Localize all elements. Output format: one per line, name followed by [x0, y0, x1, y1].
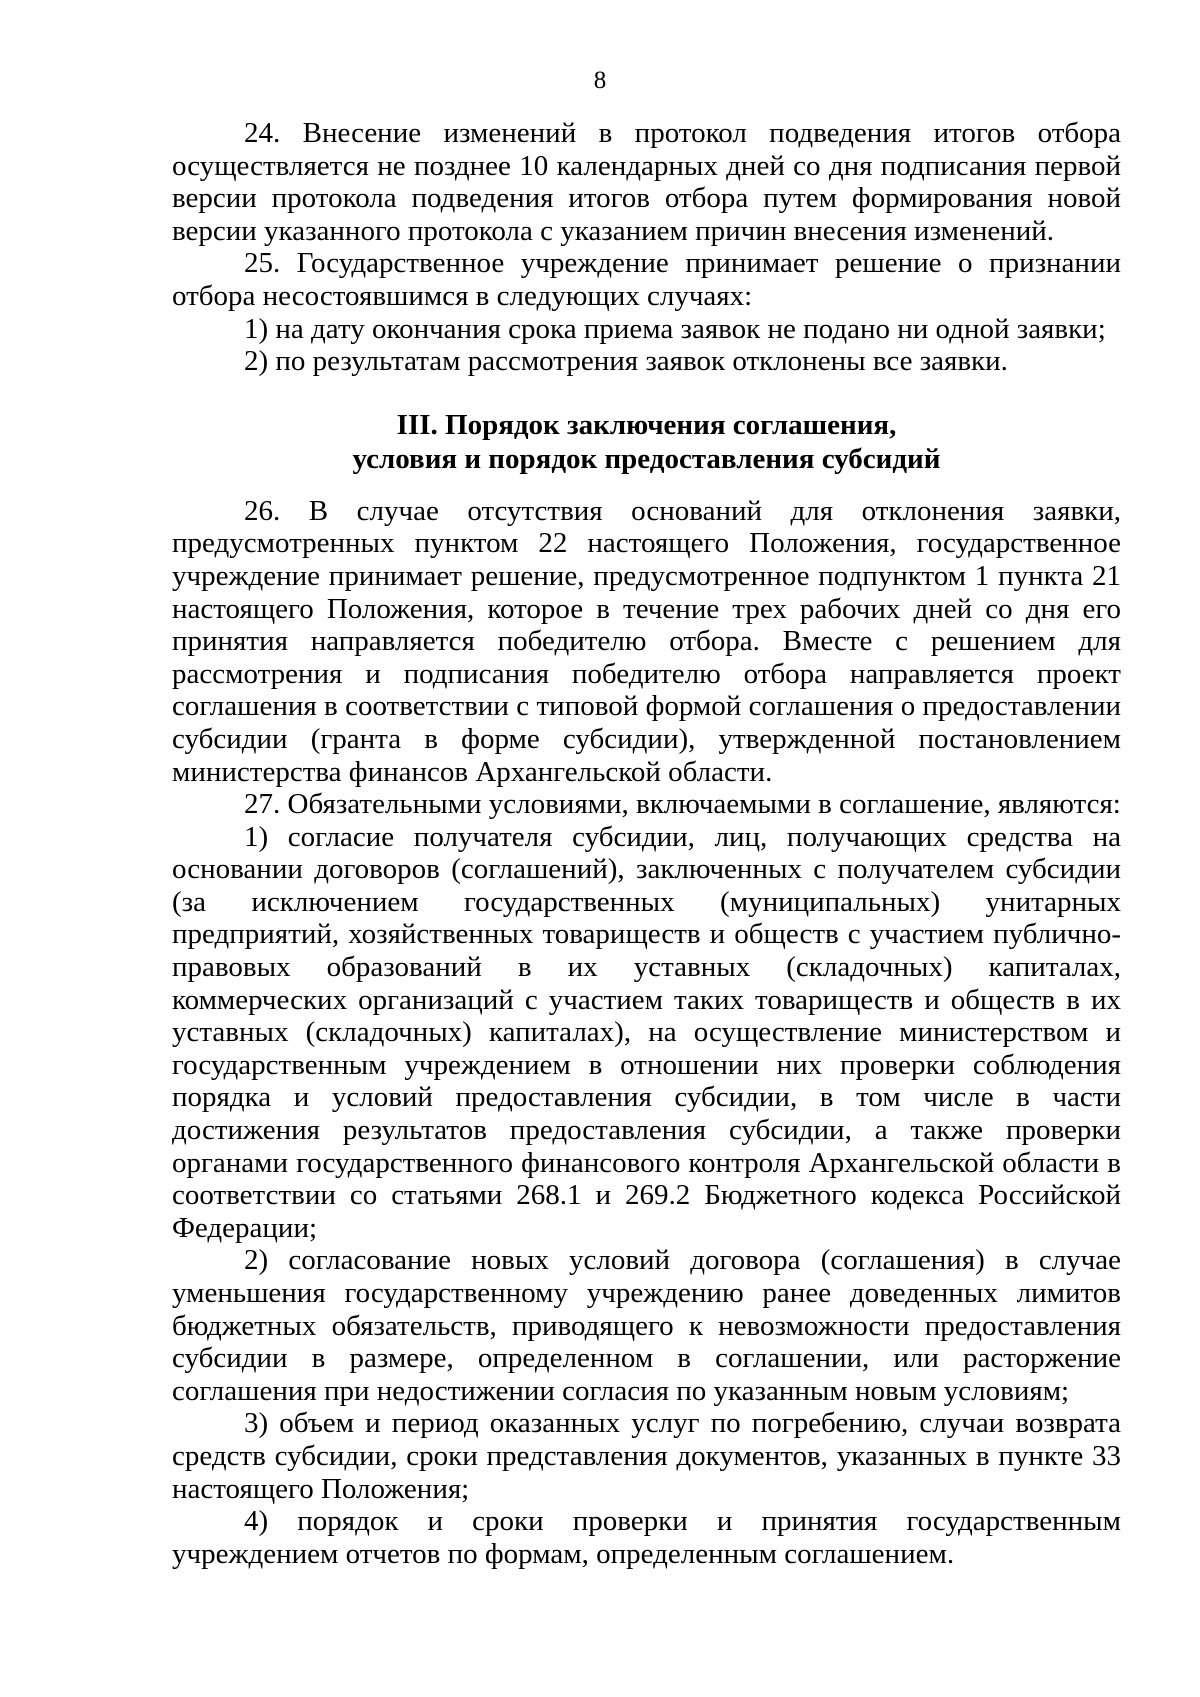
- paragraph-27-item-3: 3) объем и период оказанных услуг по погребению, случаи возврата средств субсидии, сроки представления документов, указанных в пункте 33 настоящего Положения;: [172, 1407, 1121, 1505]
- section-heading-line-2: условия и порядок предоставления субсидий: [352, 442, 941, 475]
- document-body: [172, 117, 1121, 1570]
- paragraph-27-item-4: 4) порядок и сроки проверки и принятия государственным учреждением отчетов по формам, определенным соглашением.: [172, 1505, 1121, 1570]
- section-heading: [172, 408, 1121, 476]
- paragraph-26: 26. В случае отсутствия оснований для отклонения заявки, предусмотренных пунктом 22 настоящего Положения, государственное учреждение принимает решение, предусмотренное подпунктом 1 пункта 21 настоящего Положения, которое в течение трех рабочих дней со дня его принятия направляется победителю отбора. Вместе с решением для рассмотрения и подписания победителю отбора направляется проект соглашения в соответствии с типовой формой соглашения о предоставлении субсидии (гранта в форме субсидии), утвержденной постановлением министерства финансов Архангельской области.: [172, 494, 1121, 788]
- page-number: 8: [593, 67, 607, 94]
- paragraph-25: 25. Государственное учреждение принимает решение о признании отбора несостоявшимся в следующих случаях:: [172, 247, 1121, 312]
- paragraph-27-item-1: 1) согласие получателя субсидии, лиц, получающих средства на основании договоров (соглашений), заключенных с получателем субсидии (за исключением государственных (муниципальных) унитарных предприятий, хозяйственных товариществ и обществ с участием публично-правовых образований в их уставных (складочных) капиталах, коммерческих организаций с участием таких товариществ и обществ в их уставных (складочных) капиталах), на осуществление министерством и государственным учреждением в отношении них проверки соблюдения порядка и условий предоставления субсидии, в том числе в части достижения результатов предоставления субсидии, а также проверки органами государственного финансового контроля Архангельской области в соответствии со статьями 268.1 и 269.2 Бюджетного кодекса Российской Федерации;: [172, 820, 1121, 1244]
- paragraph-27: 27. Обязательными условиями, включаемыми в соглашение, являются:: [244, 788, 1121, 821]
- paragraph-25-item-1: 1) на дату окончания срока приема заявок не подано ни одной заявки;: [244, 312, 1106, 345]
- section-heading-line-1: III. Порядок заключения соглашения,: [396, 408, 897, 441]
- paragraph-27-item-2: 2) согласование новых условий договора (соглашения) в случае уменьшения государственному учреждению ранее доведенных лимитов бюджетных обязательств, приводящего к невозможности предоставления субсидии в размере, определенном в соглашении, или расторжение соглашения при недостижении согласия по указанным новым условиям;: [172, 1244, 1121, 1407]
- paragraph-25-item-2: 2) по результатам рассмотрения заявок отклонены все заявки.: [244, 345, 1008, 378]
- paragraph-24: 24. Внесение изменений в протокол подведения итогов отбора осуществляется не позднее 10 календарных дней со дня подписания первой версии протокола подведения итогов отбора путем формирования новой версии указанного протокола с указанием причин внесения изменений.: [172, 117, 1121, 247]
